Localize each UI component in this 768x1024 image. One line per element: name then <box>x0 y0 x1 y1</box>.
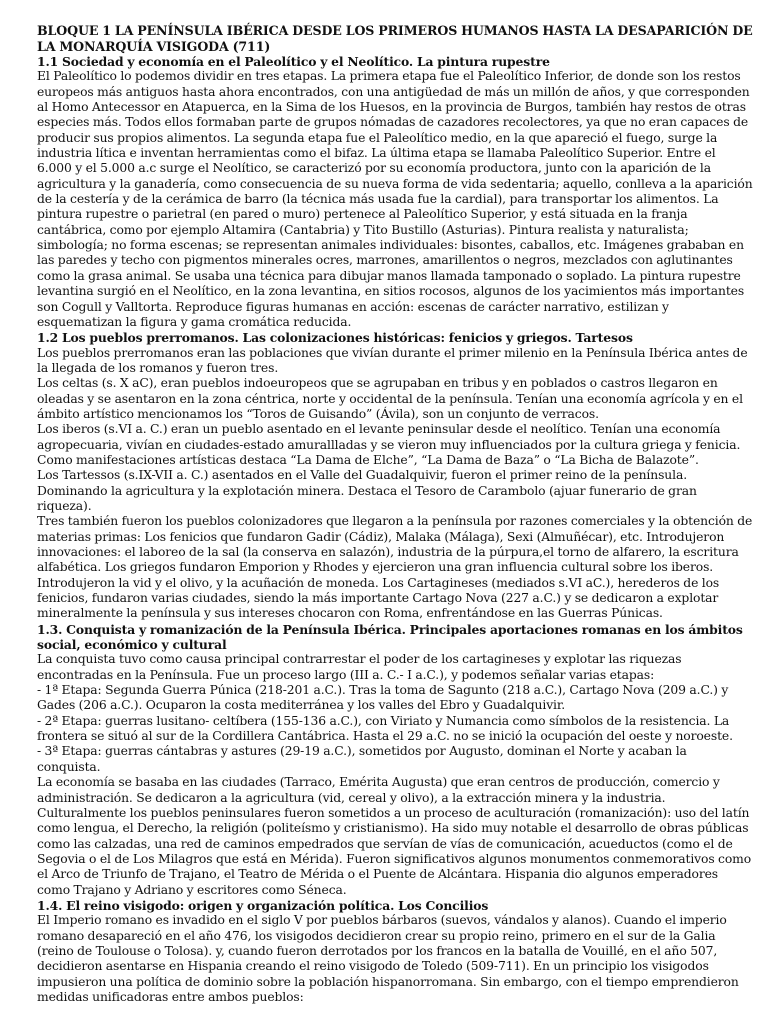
paragraph: El Imperio romano es invadido en el siglo V por pueblos bárbaros (suevos, vándalos y alanos). Cuando el imperio romano desapareció en el año 476, los visigodos decidieron crear su propio reino, primero en el sur de la Galia (reino de Toulouse o Tolosa). y, cuando fueron derrotados por los francos en la batalla de Vouillé, en el año 507, decidieron asentarse en Hispania creando el reino visigodo de Toledo (509-711). En un principio los visigodos impusieron una política de dominio sobre la población hispanorromana. Sin embargo, con el tiempo emprendieron medidas unificadoras entre ambos pueblos: <box>37 913 739 1004</box>
paragraph: Los pueblos prerromanos eran las poblaciones que vivían durante el primer milenio en la Península Ibérica antes de la llegada de los romanos y fueron tres. <box>37 345 748 375</box>
section-heading: 1.3. Conquista y romanización de la Península Ibérica. Principales aportaciones romanas en los ámbitos social, económico y cultural <box>37 621 743 653</box>
document-title: BLOQUE 1 LA PENÍNSULA IBÉRICA DESDE LOS PRIMEROS HUMANOS HASTA LA DESAPARICIÓN DE LA MONARQUÍA VISIGODA (711) <box>37 23 753 54</box>
paragraph: Los Tartessos (s.IX-VII a. C.) asentados en el Valle del Guadalquivir, fueron el primer reino de la península. Dominando la agricultura y la explotación minera. Destaca el Tesoro de Carambolo (ajuar funerario de gran riqueza). <box>37 468 697 513</box>
list-item: - 1ª Etapa: Segunda Guerra Púnica (218-201 a.C.). Tras la toma de Sagunto (218 a.C.), Cartago Nova (209 a.C.) y Gades (206 a.C.). Ocuparon la costa mediterránea y los valles del Ebro y Guadalquivir. <box>37 683 729 713</box>
section-heading: 1.2 Los pueblos prerromanos. Las colonizaciones históricas: fenicios y griegos. Tartesos <box>37 330 633 346</box>
document-page <box>37 23 753 1005</box>
paragraph: Tres también fueron los pueblos colonizadores que llegaron a la península por razones comerciales y la obtención de materias primas: Los fenicios que fundaron Gadir (Cádiz), Malaka (Málaga), Sexi (Almuñécar), etc. Introdujeron innovaciones: el laboreo de la sal (la conserva en salazón), industria de la púrpura,el torno de alfarero, la escritura alfabética. Los griegos fundaron Emporion y Rhodes y ejercieron una gran influencia cultural sobre los iberos. Introdujeron la vid y el olivo, y la acuñación de moneda. Los Cartagineses (mediados s.VI aC.), herederos de los fenicios, fundaron varias ciudades, siendo la más importante Cartago Nova (227 a.C.) y se dedicaron a explotar mineralmente la península y sus intereses chocaron con Roma, enfrentándose en las Guerras Púnicas. <box>37 514 753 621</box>
paragraph: El Paleolítico lo podemos dividir en tres etapas. La primera etapa fue el Paleolítico Inferior, de donde son los restos europeos más antiguos hasta ahora encontrados, con una antigüedad de más un millón de años, y que corresponden al Homo Antecessor en Atapuerca, en la Sima de los Huesos, en la provincia de Burgos, también hay restos de otras especies más. Todos ellos formaban parte de grupos nómadas de cazadores recolectores, ya que no eran capaces de producir sus propios alimentos. La segunda etapa fue el Paleolítico medio, en la que apareció el fuego, surge la industria lítica e inventan herramientas como el bifaz. La última etapa se llamaba Paleolítico Superior. Entre el 6.000 y el 5.000 a.c surge el Neolítico, se caracterizó por su economía productora, junto con la aparición de la agricultura y la ganadería, como consecuencia de su nueva forma de vida sedentaria; aquello, conlleva a la aparición de la cestería y de la cerámica de barro (la técnica más usada fue la cardial), para transportar los alimentos. La pintura rupestre o parietral (en pared o muro) pertenece al Paleolítico Superior, y está situada en la franja cantábrica, como por ejemplo Altamira (Cantabria) y Tito Bustillo (Asturias). Pintura realista y naturalista; simbología; no forma escenas; se representan animales individuales: bisontes, caballos, etc. Imágenes grababan en las paredes y techo con pigmentos minerales ocres, marrones, amarillentos o negros, mezclados con aglutinantes como la grasa animal. Se usaba una técnica para dibujar manos llamada tamponado o soplado. La pintura rupestre levantina surgió en el Neolítico, en la zona levantina, en sitios rocosos, algunos de los yacimientos más importantes son Cogull y Valltorta. Reproduce figuras humanas en acción: escenas de carácter narrativo, estilizan y esquematizan la figura y gama cromática reducida. <box>37 69 753 329</box>
section-pueblos-prerromanos <box>37 330 753 622</box>
paragraph: Los celtas (s. X aC), eran pueblos indoeuropeos que se agrupaban en tribus y en poblados o castros llegaron en oleadas y se asentaron en la zona céntrica, norte y occidental de la península. Tenían una economía agrícola y en el ámbito artístico mencionamos los “Toros de Guisando” (Ávila), son un conjunto de verracos. <box>37 376 743 421</box>
list-item: - 3ª Etapa: guerras cántabras y astures (29-19 a.C.), sometidos por Augusto, dominan el Norte y acaban la conquista. <box>37 744 687 774</box>
section-heading: 1.4. El reino visigodo: origen y organización política. Los Concilios <box>37 897 489 913</box>
section-romanizacion <box>37 622 753 898</box>
paragraph: Los iberos (s.VI a. C.) eran un pueblo asentado en el levante peninsular desde el neolítico. Tenían una economía agropecuaria, vivían en ciudades-estado amurallladas y se vieron muy influenciados por la cultura griega y fenicia. Como manifestaciones artísticas destaca “La Dama de Elche”, “La Dama de Baza” o “La Bicha de Balazote”. <box>37 422 741 467</box>
paragraph: La conquista tuvo como causa principal contrarrestar el poder de los cartagineses y explotar las riquezas encontradas en la Península. Fue un proceso largo (III a. C.- I a.C.), y podemos señalar varias etapas: <box>37 652 682 682</box>
section-heading: 1.1 Sociedad y economía en el Paleolítico y el Neolítico. La pintura rupestre <box>37 54 550 69</box>
section-reino-visigodo <box>37 898 753 1005</box>
list-item: - 2ª Etapa: guerras lusitano- celtíbera (155-136 a.C.), con Viriato y Numancia como símbolos de la resistencia. La frontera se situó al sur de la Cordillera Cantábrica. Hasta el 29 a.C. no se inició la ocupación del oeste y noroeste. <box>37 713 733 744</box>
paragraph: La economía se basaba en las ciudades (Tarraco, Emérita Augusta) que eran centros de producción, comercio y administración. Se dedicaron a la agricultura (vid, cereal y olivo), a la extracción minera y la industria. Culturalmente los pueblos peninsulares fueron sometidos a un proceso de aculturación (romanización): uso del latín como lengua, el Derecho, la religión (politeísmo y cristianismo). Ha sido muy notable el desarrollo de obras públicas como las calzadas, una red de caminos empedrados que servían de vías de comunicación, acueductos (como el de Segovia o el de Los Milagros que está en Mérida). Fueron significativos algunos monumentos conmemorativos como el Arco de Triunfo de Trajano, el Teatro de Mérida o el Puente de Alcántara. Hispania dio algunos emperadores como Trajano y Adriano y escritores como Séneca. <box>37 775 752 897</box>
section-paleolitico-neolitico <box>37 54 753 330</box>
